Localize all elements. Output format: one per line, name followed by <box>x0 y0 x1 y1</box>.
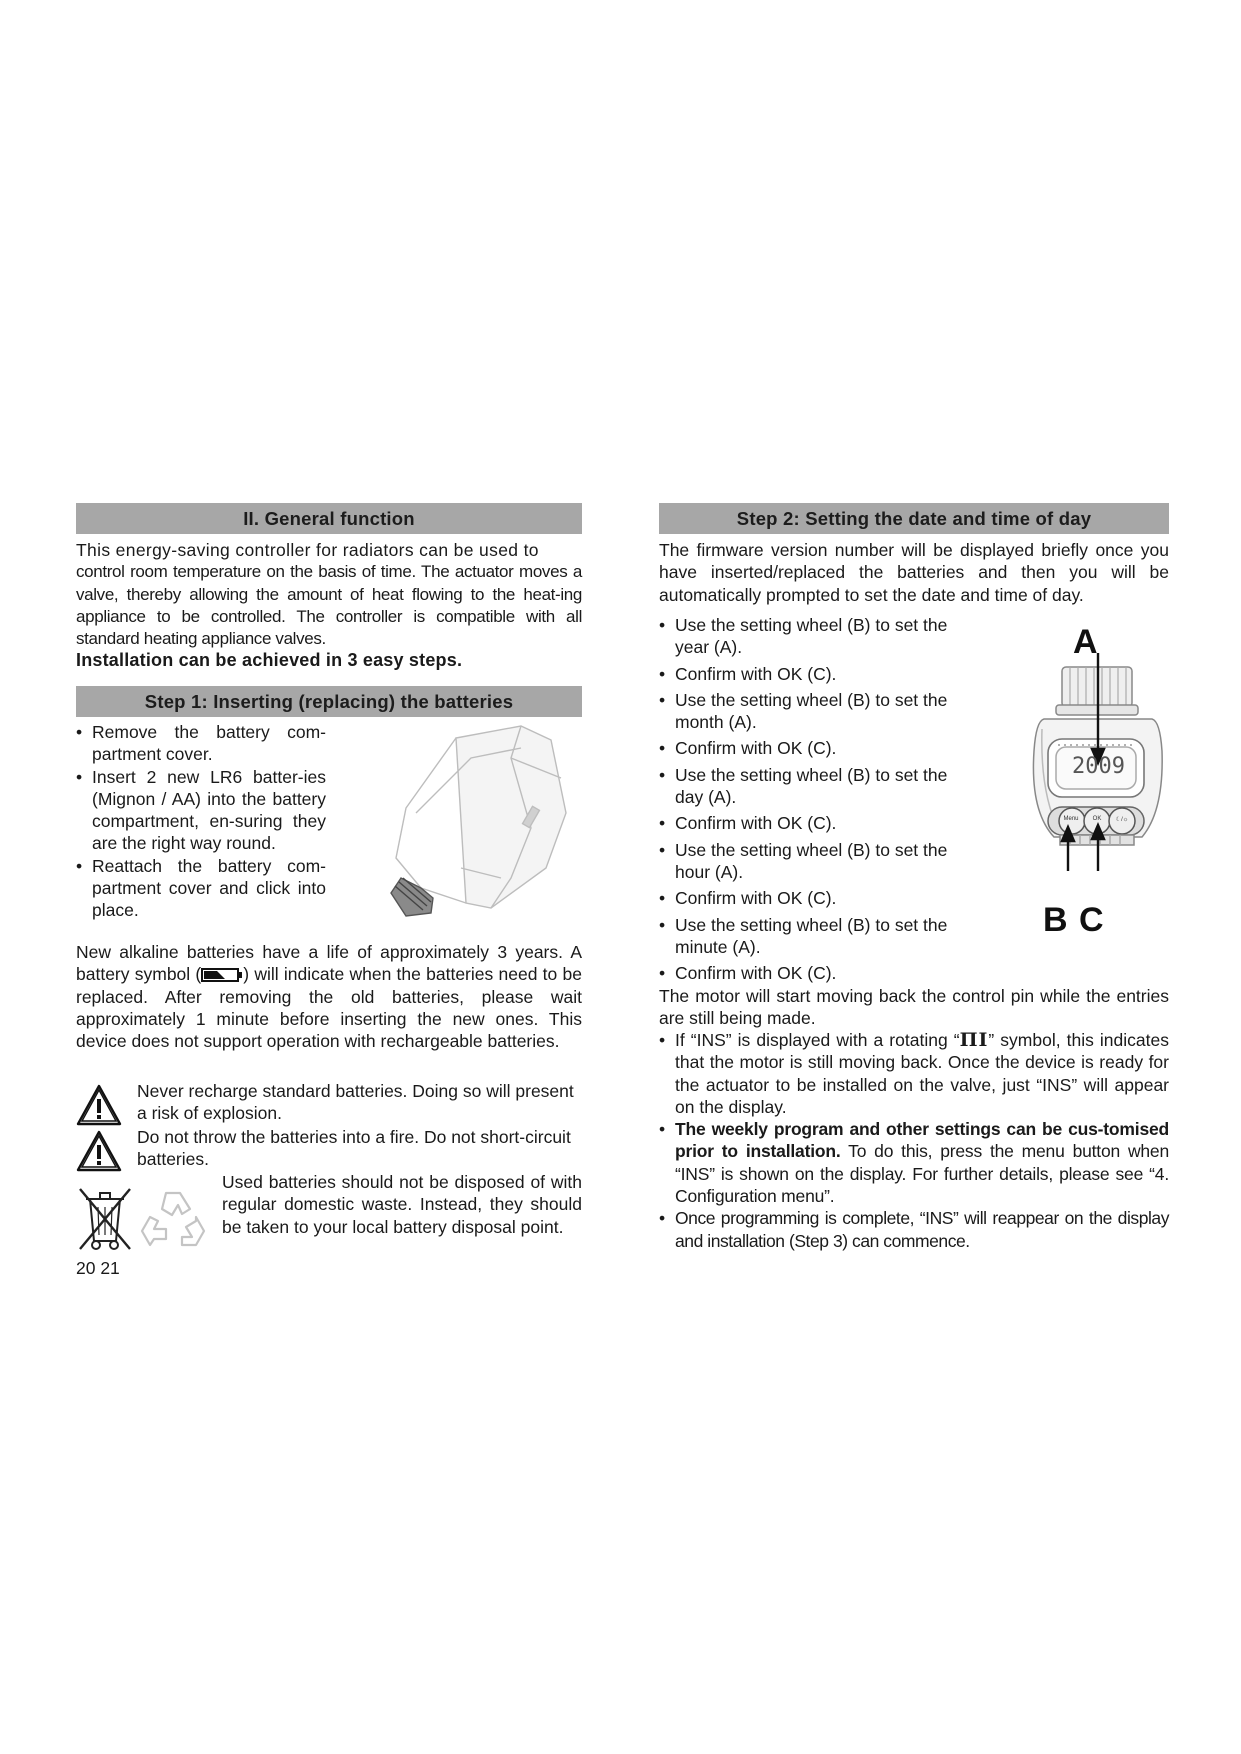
weekly-program-rest: To do this, press the menu button when “INS” is shown on the display. For further details, please see “4. Configuration menu”. <box>675 1141 1170 1207</box>
step1-bullet: • Insert 2 new LR6 batter-ies (Mignon / AA) into the battery compartment, en-suring they are the right way round. <box>76 766 326 855</box>
step2-bullet: • Confirm with OK (C). <box>659 962 949 984</box>
step2-bullet: • Confirm with OK (C). <box>659 887 949 909</box>
ins-note-part1: If “INS” is displayed with a rotating “ <box>675 1030 960 1050</box>
step2-bullet: • Use the setting wheel (B) to set the day (A). <box>659 764 949 809</box>
intro-line-1: This energy-saving controller for radiators can be used to <box>76 540 539 560</box>
battery-device-image <box>361 718 581 918</box>
step2-bullet: • Use the setting wheel (B) to set the month (A). <box>659 689 949 734</box>
battery-para-part2: ) will indicate when the batteries need to be replaced. After removing the old batteries, please wait approximately 1 minute before inserting the new ones. This device does not support operation with rechargeable batteries. <box>76 964 582 1052</box>
step2-bullet: • Use the setting wheel (B) to set the hour (A). <box>659 839 949 884</box>
step2-bullet: • Confirm with OK (C). <box>659 737 949 759</box>
warning-triangle-icon <box>76 1084 122 1126</box>
step1-bullet: • Reattach the battery com-partment cover and click into place. <box>76 855 326 922</box>
warning-triangle-icon <box>76 1130 122 1172</box>
battery-life-paragraph <box>76 941 582 1052</box>
label-a: A <box>1073 623 1098 661</box>
weekly-program-bold: The weekly program and other settings can be cus-tomised prior to installation. <box>675 1119 1169 1162</box>
step2-notes-list <box>659 1029 1169 1252</box>
step2-bullet: • Use the setting wheel (B) to set the minute (A). <box>659 914 949 959</box>
crossed-bin-icon <box>76 1185 134 1253</box>
programming-complete-note: • Once programming is complete, “INS” will reappear on the display and installation (Step 3) can commence. <box>659 1207 1169 1252</box>
battery-low-icon <box>201 967 243 983</box>
warning-recharge-text: Never recharge standard batteries. Doing so will present a risk of explosion. <box>137 1081 574 1124</box>
section-header-step2: Step 2: Setting the date and time of day <box>659 503 1169 534</box>
thermostat-figure <box>1014 621 1189 871</box>
thermostat-display-value: 2009 <box>1072 754 1125 779</box>
install-steps-note: Installation can be achieved in 3 easy steps. <box>76 650 463 670</box>
section-header-general-function: II. General function <box>76 503 582 534</box>
step2-bullet-list <box>659 614 949 984</box>
section-header-step1: Step 1: Inserting (replacing) the batteries <box>76 686 582 717</box>
warning-fire-text: Do not throw the batteries into a fire. Do not short-circuit batteries. <box>137 1127 571 1170</box>
step1-bullet: • Remove the battery com-partment cover. <box>76 721 326 766</box>
warning-fire <box>76 1126 582 1176</box>
ins-note <box>659 1029 1169 1118</box>
ins-note-part2: ” symbol, this indicates that the motor is still moving back. Once the device is ready for the actuator to be installed on the valve, just “INS” will appear on the display. <box>675 1030 1169 1117</box>
weekly-program-note <box>659 1118 1169 1207</box>
intro-paragraph <box>76 539 582 650</box>
recycle-icon <box>138 1187 208 1253</box>
mode-button-label: ☾/☼ <box>1115 817 1129 823</box>
step2-bullet: • Confirm with OK (C). <box>659 812 949 834</box>
page-numbers: 20 21 <box>76 1258 120 1278</box>
step2-intro: The firmware version number will be displayed briefly once you have inserted/replaced the batteries and then you will be automatically prompted to set the date and time of day. <box>659 540 1169 605</box>
step2-bullet: • Use the setting wheel (B) to set the year (A). <box>659 614 949 659</box>
step1-bullet-list <box>76 721 326 922</box>
ok-button-label: OK <box>1092 816 1102 822</box>
intro-rest: control room temperature on the basis of time. The actuator moves a valve, thereby allowing the amount of heat flowing to the heat-ing appliance to be controlled. The controller is compatible with all standard heating appliance valves. <box>76 562 582 649</box>
step2-bullet: • Confirm with OK (C). <box>659 663 949 685</box>
thermostat-drawing <box>1014 621 1189 871</box>
rotating-symbol-icon: ΠΙ <box>959 1029 989 1051</box>
label-c: C <box>1079 901 1104 939</box>
warning-recharge <box>76 1080 582 1130</box>
battery-para-part1: New alkaline batteries have a life of approximately 3 years. A battery symbol ( <box>76 942 582 985</box>
menu-button-label: Menu <box>1063 816 1079 822</box>
disposal-text: Used batteries should not be disposed of with regular domestic waste. Instead, they should be taken to your local battery disposal point. <box>222 1172 582 1237</box>
motor-paragraph: The motor will start moving back the control pin while the entries are still being made. <box>659 986 1169 1029</box>
label-b: B <box>1043 901 1068 939</box>
